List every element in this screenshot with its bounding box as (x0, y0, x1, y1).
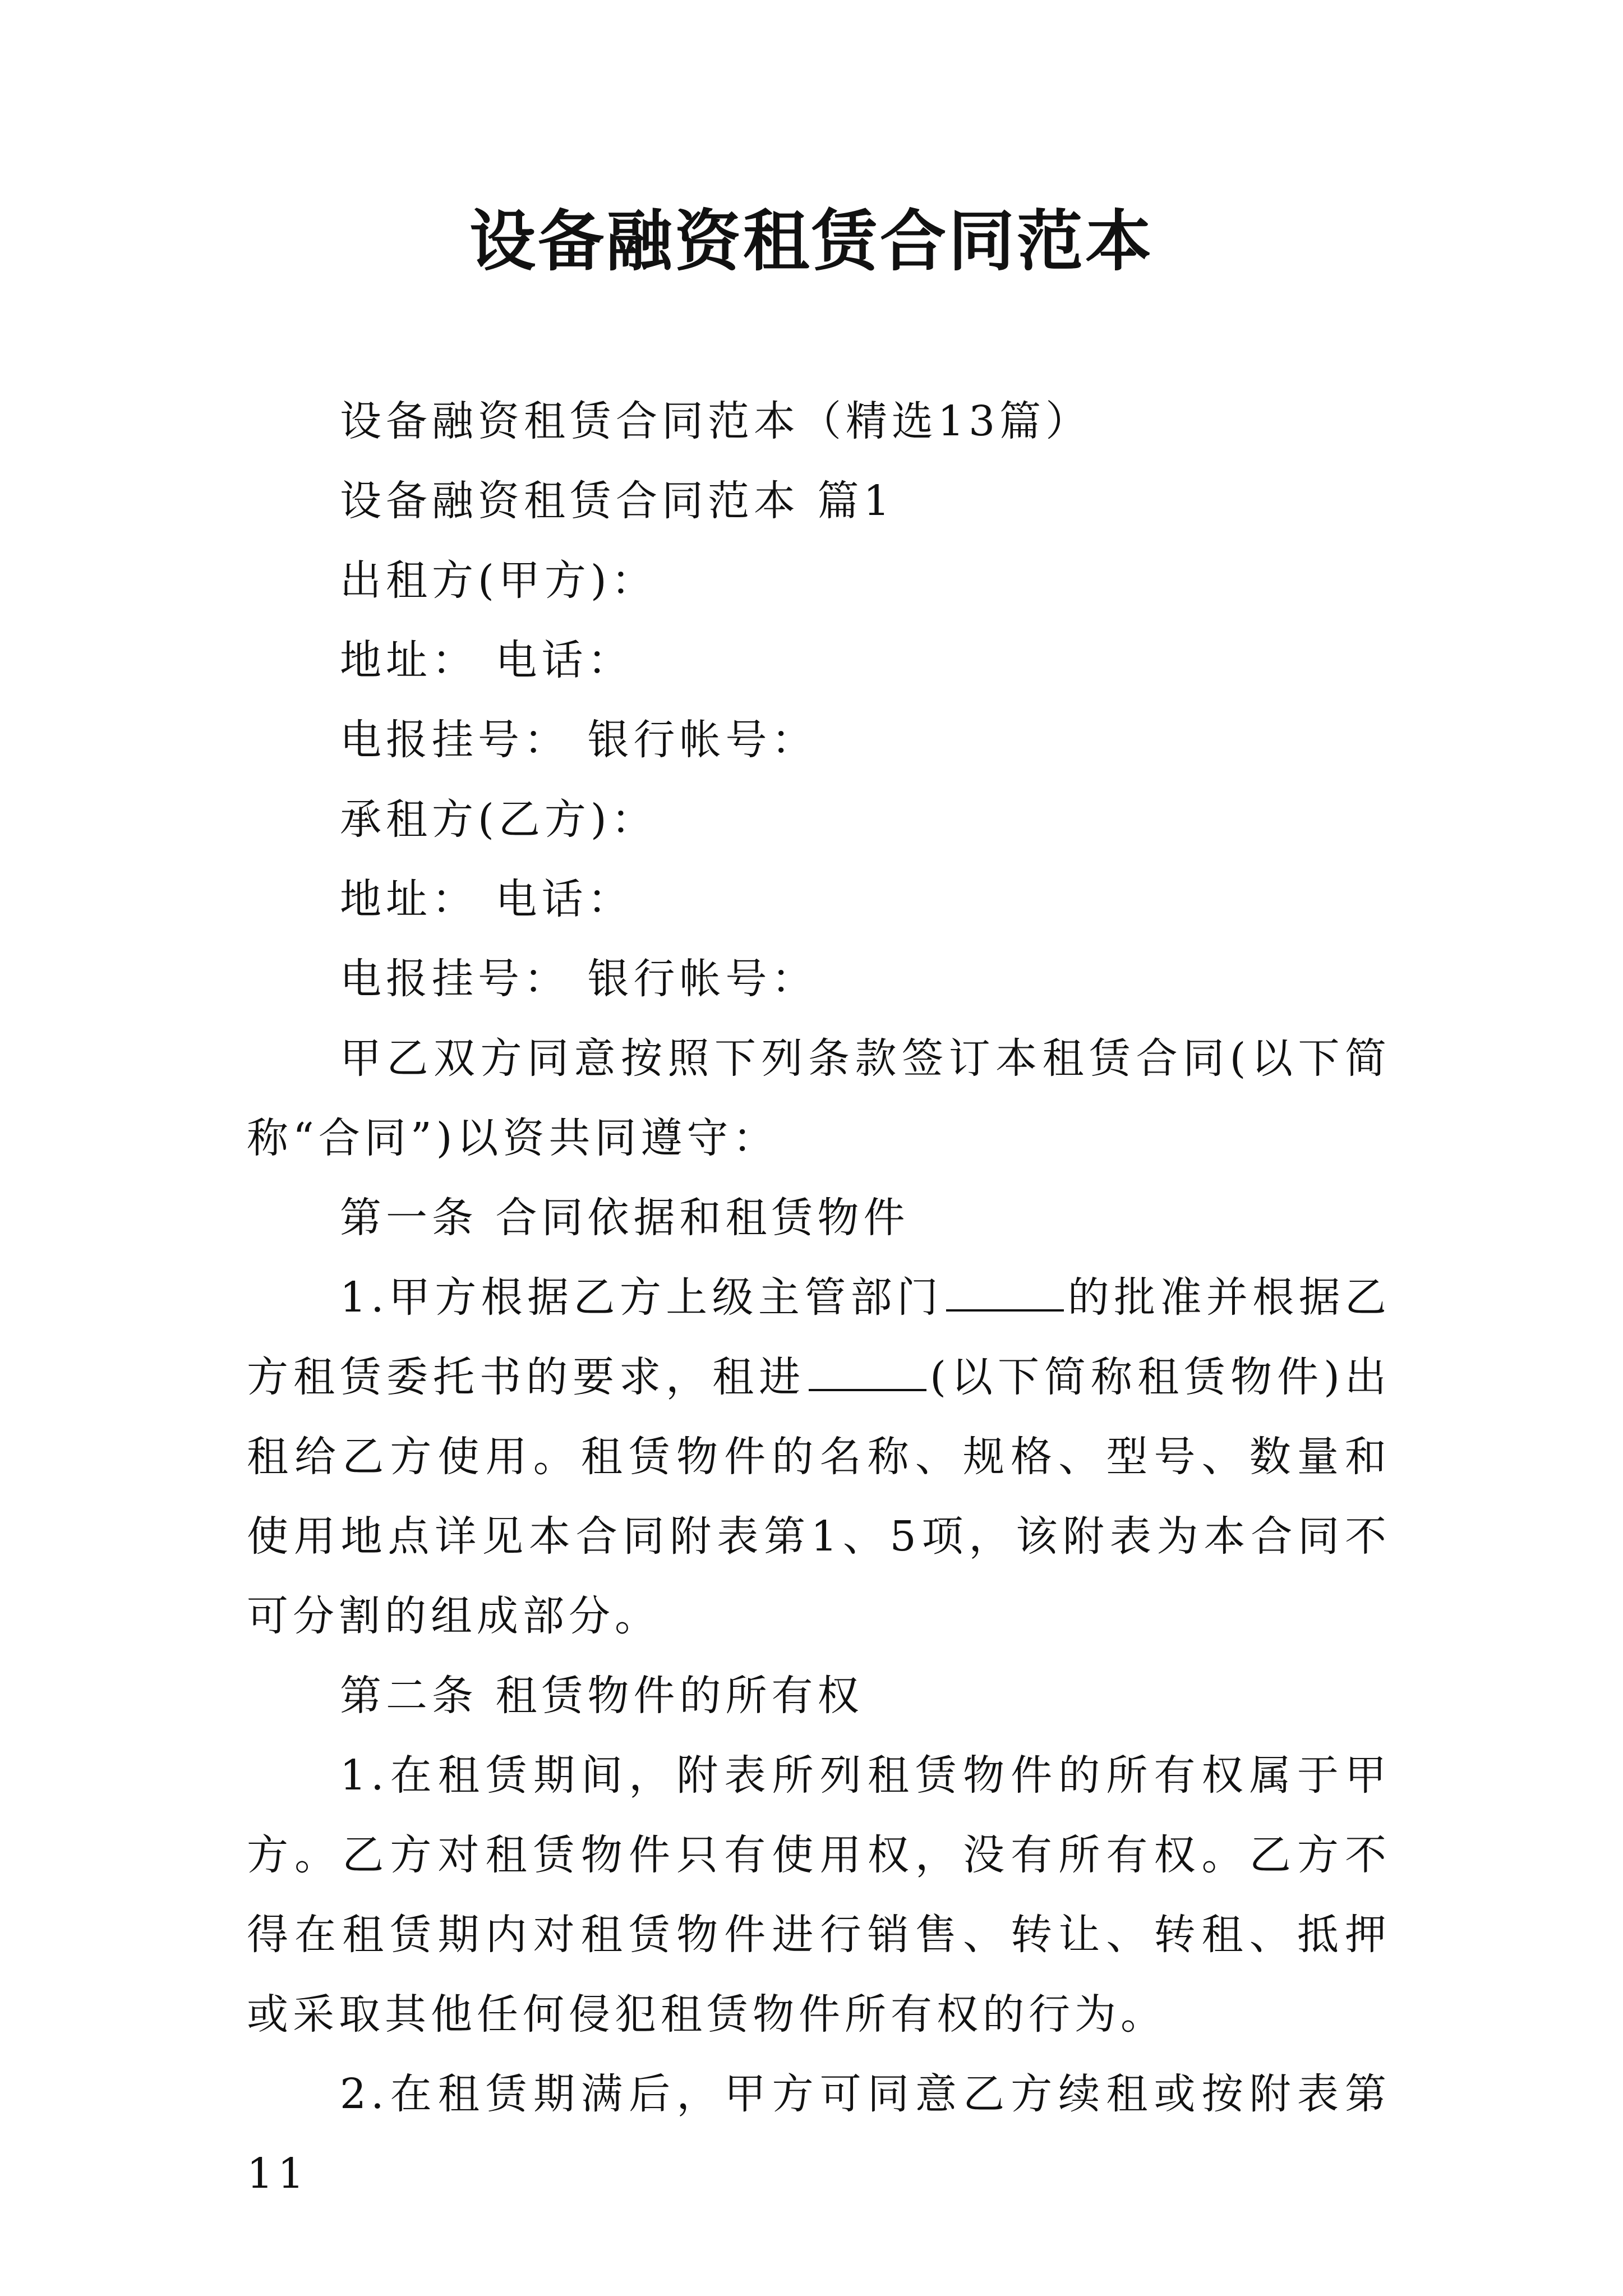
lessee-bank-line: 电报挂号： 银行帐号： (340, 955, 818, 1003)
lessor-address-line: 地址： 电话： (340, 636, 634, 684)
lessor-bank-line: 电报挂号： 银行帐号： (340, 716, 818, 764)
fill-blank (946, 1274, 1064, 1312)
article-2-paragraph-2: 2.在租赁期满后，甲方可同意乙方续租或按附表第11 (247, 2070, 1391, 2198)
article-1-text-a: 1.甲方根据乙方上级主管部门 (340, 1273, 943, 1322)
subtitle-line: 设备融资租赁合同范本（精选13篇） (340, 397, 1092, 445)
preamble-paragraph: 甲乙双方同意按照下列条款签订本租赁合同(以下简称“合同”)以资共同遵守： (247, 1034, 1391, 1162)
lessor-line: 出租方(甲方)： (340, 556, 657, 605)
article-1-text-c: (以下简称租赁物件)出租给乙方使用。租赁物件的名称、规格、型号、数量和使用地点详见本合同附表第1、5项，该附表为本合同不可分割的组成部分。 (247, 1353, 1391, 1640)
article-2-paragraph-1: 1.在租赁期间，附表所列租赁物件的所有权属于甲方。乙方对租赁物件只有使用权，没有所有权。乙方不得在租赁期内对租赁物件进行销售、转让、转租、抵押或采取其他任何侵犯租赁物件所有权的行为。 (247, 1751, 1391, 2039)
lessee-address-line: 地址： 电话： (340, 875, 634, 923)
document-title: 设备融资租赁合同范本 (469, 203, 1154, 280)
fill-blank (809, 1354, 926, 1391)
article-1-text-b: 的批准并根据乙方租赁委托书的要求，租进 (247, 1273, 1391, 1401)
lessee-line: 承租方(乙方)： (340, 795, 657, 844)
chapter-heading: 设备融资租赁合同范本 篇1 (340, 477, 895, 525)
document-body (247, 381, 1391, 2214)
article-1-heading: 第一条 合同依据和租赁物件 (340, 1194, 910, 1242)
article-1-paragraph-1 (247, 1258, 1391, 1656)
article-2-heading: 第二条 租赁物件的所有权 (340, 1672, 864, 1720)
